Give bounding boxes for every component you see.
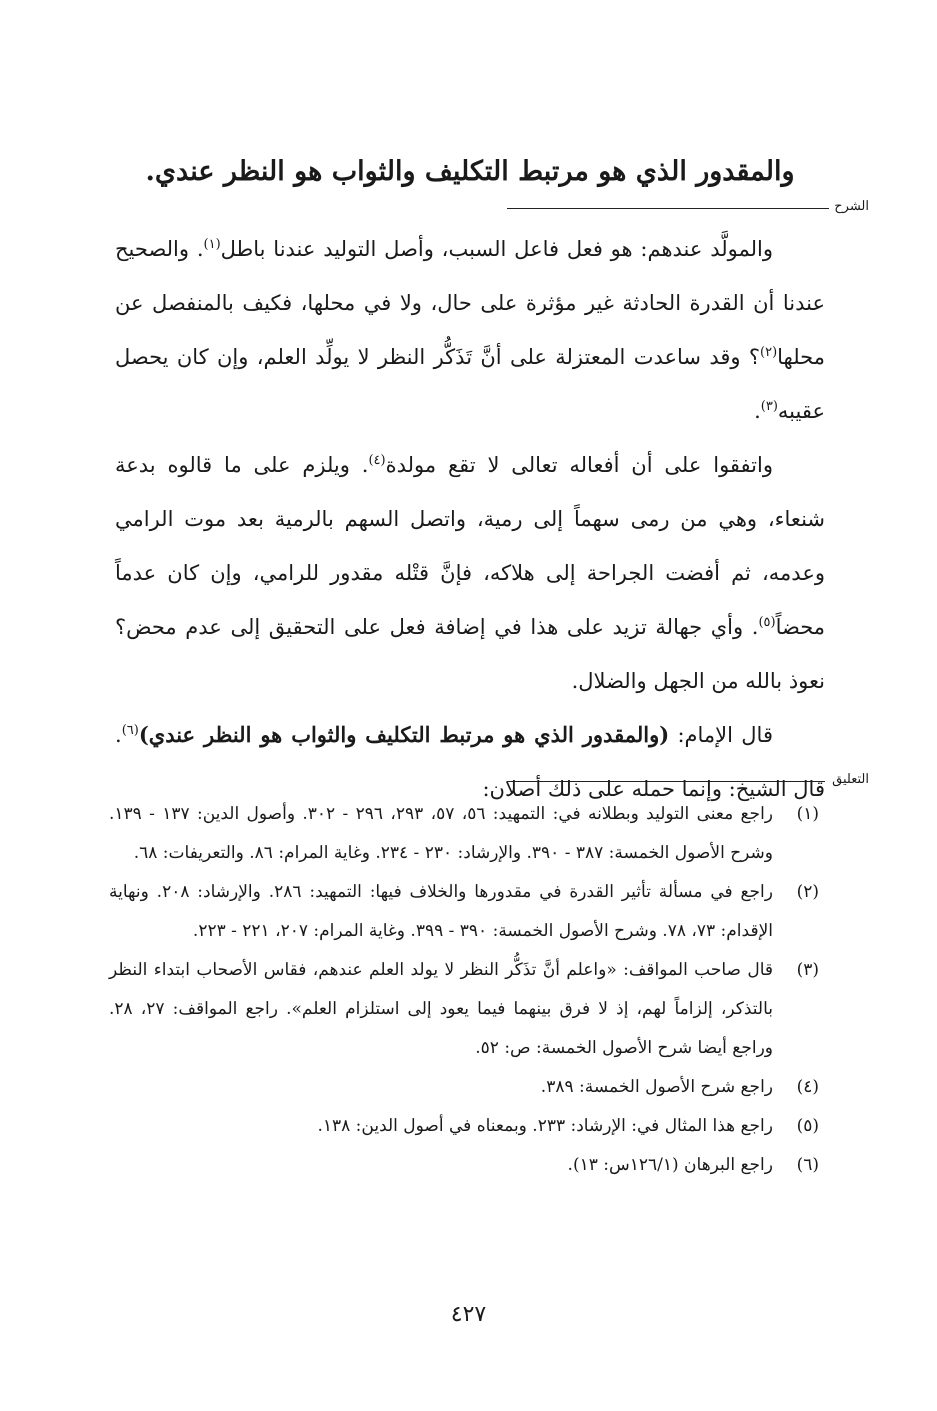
paragraph-3: قال الإمام: (والمقدور الذي هو مرتبط التكليف والثواب هو النظر عندي)$^{(٦)}$. قال الشيخ: وإنما حمله على ذلك أصلان:	[115, 722, 825, 801]
footnote-item	[109, 795, 819, 873]
footnote-item	[109, 1146, 819, 1185]
footnote-text: راجع في مسألة تأثير القدرة في مقدورها والخلاف فيها: التمهيد: ٢٨٦. والإرشاد: ٢٠٨. ونهاية الإقدام: ٧٣، ٧٨. وشرح الأصول الخمسة: ٣٩٠ - ٣٩٩. وغاية المرام: ٢٠٧، ٢٢١ - ٢٢٣.	[109, 882, 773, 941]
footnote-mark[interactable]: (١)	[203, 237, 221, 252]
sharh-rule	[507, 208, 829, 209]
footnote-mark[interactable]: (٦)	[121, 723, 139, 738]
footnote-mark[interactable]: (٥)	[758, 615, 776, 630]
footnote-item	[109, 1107, 819, 1146]
commentary-text	[115, 222, 825, 816]
paragraph-1: والمولَّد عندهم: هو فعل فاعل السبب، وأصل التوليد عندنا باطل$^{(١)}$. والصحيح عندنا أن القدرة الحادثة غير مؤثرة على حال، ولا في محلها، فكيف بالمنفصل عن محلها$^{(٢)}$؟ وقد ساعدت المعتزلة على أنَّ تَذَكُّر النظر لا يولِّد العلم، وإن كان يحصل عقيبه$^{(٣)}$.	[115, 237, 825, 423]
footnote-number: (٤)	[796, 1077, 819, 1097]
footnote-number: (١)	[796, 804, 819, 824]
taliq-label: التعليق	[832, 772, 869, 787]
sharh-label: الشرح	[834, 199, 869, 214]
footnotes	[109, 795, 819, 1185]
footnote-number: (٦)	[796, 1155, 819, 1175]
footnote-mark[interactable]: (٣)	[760, 399, 778, 414]
footnote-number: (٥)	[796, 1116, 819, 1136]
footnote-number: (٢)	[796, 882, 819, 902]
footnote-item	[109, 1068, 819, 1107]
page-number: ٤٢٧	[450, 1302, 487, 1327]
section-heading: والمقدور الذي هو مرتبط التكليف والثواب هو النظر عندي.	[145, 156, 795, 187]
footnote-number: (٣)	[796, 960, 819, 980]
footnote-text: راجع معنى التوليد وبطلانه في: التمهيد: ٥٦، ٥٧، ٢٩٣، ٢٩٦ - ٣٠٢. وأصول الدين: ١٣٧ - ١٣٩. وشرح الأصول الخمسة: ٣٨٧ - ٣٩٠. والإرشاد: ٢٣٠ - ٢٣٤. وغاية المرام: ٨٦. والتعريفات: ٦٨.	[109, 804, 773, 863]
footnote-mark[interactable]: (٤)	[368, 453, 386, 468]
footnote-text: قال صاحب المواقف: «واعلم أنَّ تذَكُّر النظر لا يولد العلم عندهم، فقاس الأصحاب ابتداء النظر بالتذكر، إلزاماً لهم، إذ لا فرق بينهما فيما يعود إلى استلزام العلم». راجع المواقف: ٢٧، ٢٨. وراجع أيضا شرح الأصول الخمسة: ص: ٥٢.	[109, 960, 773, 1058]
footnote-item	[109, 951, 819, 1068]
taliq-rule	[507, 781, 825, 782]
footnote-text: راجع البرهان (١٢٦/١س: ١٣).	[567, 1155, 773, 1175]
footnote-text: راجع هذا المثال في: الإرشاد: ٢٣٣. وبمعناه في أصول الدين: ١٣٨.	[317, 1116, 773, 1136]
paragraph-2: واتفقوا على أن أفعاله تعالى لا تقع مولدة$^{(٤)}$. ويلزم على ما قالوه بدعة شنعاء، وهي من رمى سهماً إلى رمية، واتصل السهم بالرمية بعد موت الرامي وعدمه، ثم أفضت الجراحة إلى هلاكه، فإنَّ قتْله مقدور للرامي، وإن كان عدماً محضاً$^{(٥)}$. وأي جهالة تزيد على هذا في إضافة فعل على التحقيق إلى عدم محض؟ نعوذ بالله من الجهل والضلال.	[115, 453, 825, 693]
footnote-text: راجع شرح الأصول الخمسة: ٣٨٩.	[540, 1077, 773, 1097]
imam-quote: (والمقدور الذي هو مرتبط التكليف والثواب هو النظر عندي)	[138, 722, 670, 747]
footnote-mark[interactable]: (٢)	[760, 345, 778, 360]
footnote-item	[109, 873, 819, 951]
